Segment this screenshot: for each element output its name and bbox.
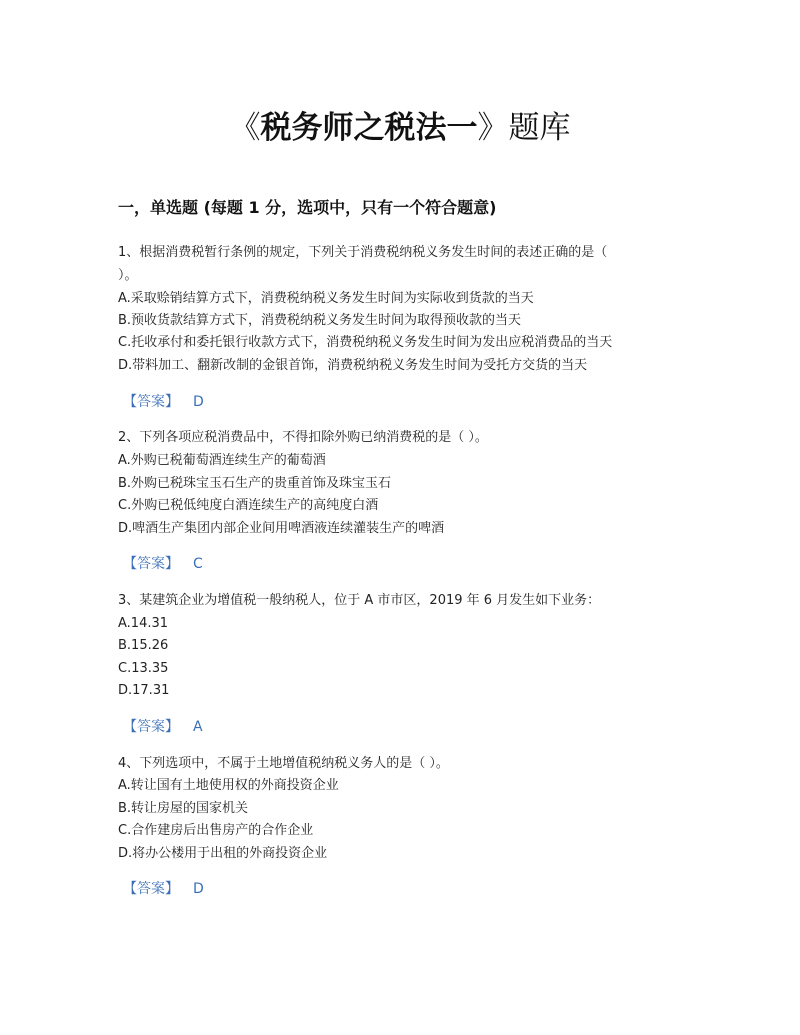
question-3-option-b: B.15.26 (118, 638, 169, 653)
question-4-option-d: D.将办公楼用于出租的外商投资企业 (118, 846, 328, 861)
question-4-stem-line-1: 4、下列选项中，不属于土地增值税纳税义务人的是（ ）。 (118, 756, 449, 771)
title-suffix: 》题库 (477, 110, 571, 146)
answer-label: 【答案】 (123, 719, 179, 735)
answer-value: A (193, 719, 203, 735)
question-4-answer (123, 879, 204, 899)
question-4-option-b: B.转让房屋的国家机关 (118, 801, 249, 816)
question-4-option-c: C.合作建房后出售房产的合作企业 (118, 823, 314, 838)
question-1-option-c: C.托收承付和委托银行收款方式下，消费税纳税义务发生时间为发出应税消费品的当天 (118, 335, 613, 350)
question-1-option-b: B.预收货款结算方式下，消费税纳税义务发生时间为取得预收款的当天 (118, 313, 522, 328)
answer-value: D (193, 881, 204, 897)
question-2-option-a: A.外购已税葡萄酒连续生产的葡萄酒 (118, 453, 326, 468)
question-3-option-d: D.17.31 (118, 683, 170, 698)
answer-value: D (193, 394, 204, 410)
answer-value: C (193, 556, 203, 572)
question-2-option-b: B.外购已税珠宝玉石生产的贵重首饰及珠宝玉石 (118, 476, 392, 491)
question-3-answer (123, 717, 203, 737)
question-1-stem-line-2: ）。 (118, 268, 138, 283)
question-4-option-a: A.转让国有土地使用权的外商投资企业 (118, 778, 339, 793)
question-3-option-a: A.14.31 (118, 616, 169, 631)
title-open-bracket: 《 (229, 110, 261, 146)
question-1-answer (123, 392, 204, 412)
question-2-answer (123, 554, 203, 574)
question-1-stem-line-1: 1、根据消费税暂行条例的规定，下列关于消费税纳税义务发生时间的表述正确的是（ (118, 245, 608, 260)
question-2-stem-line-1: 2、下列各项应税消费品中，不得扣除外购已纳消费税的是（ ）。 (118, 430, 488, 445)
question-2-option-d: D.啤酒生产集团内部企业间用啤酒液连续灌装生产的啤酒 (118, 521, 445, 536)
document-title (0, 106, 800, 150)
question-1-option-a: A.采取赊销结算方式下，消费税纳税义务发生时间为实际收到货款的当天 (118, 291, 534, 306)
question-3-stem-line-1: 3、某建筑企业为增值税一般纳税人，位于 A 市市区，2019 年 6 月发生如下业务： (118, 593, 601, 608)
answer-label: 【答案】 (123, 394, 179, 410)
question-2-option-c: C.外购已税低纯度白酒连续生产的高纯度白酒 (118, 498, 379, 513)
answer-label: 【答案】 (123, 881, 179, 897)
section-heading: 一，单选题 (每题 1 分，选项中，只有一个符合题意) (118, 198, 497, 217)
title-subject: 税务师之税法一 (260, 110, 478, 146)
answer-label: 【答案】 (123, 556, 179, 572)
question-3-option-c: C.13.35 (118, 661, 169, 676)
question-1-option-d: D.带料加工、翻新改制的金银首饰，消费税纳税义务发生时间为受托方交货的当天 (118, 358, 588, 373)
